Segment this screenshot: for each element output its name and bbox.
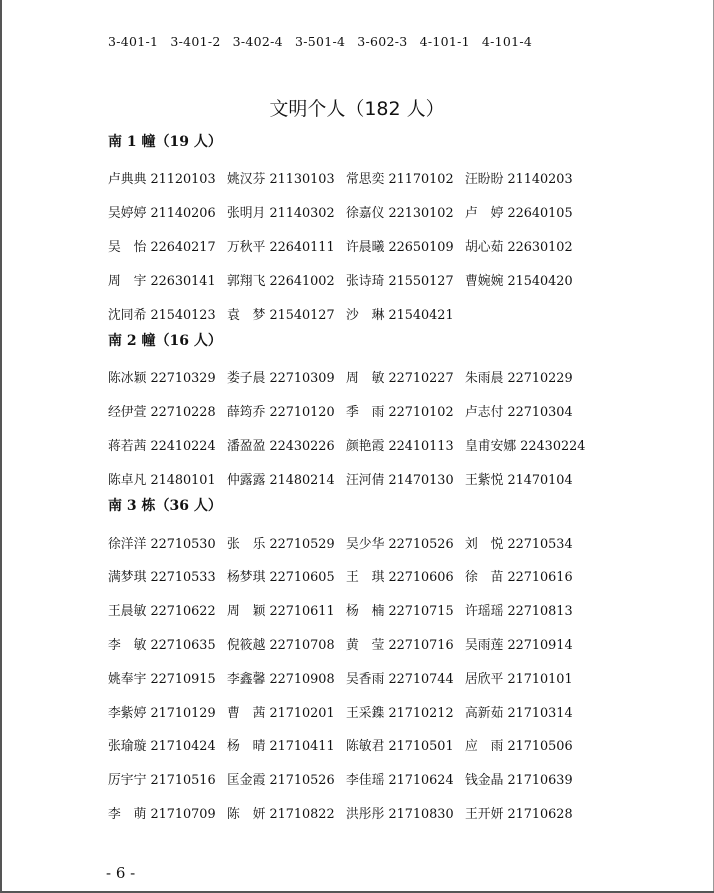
award-list xyxy=(108,131,668,829)
person-entry: 吴婷婷 21140206 xyxy=(108,206,216,222)
person-entry: 姚汉芬 21130103 xyxy=(227,172,335,188)
person-entry: 陈卓凡 21480101 xyxy=(108,472,216,488)
room-number: 3-401-1 xyxy=(108,34,159,49)
name-row xyxy=(108,559,668,593)
page-left-border xyxy=(0,0,2,893)
name-row xyxy=(108,660,668,694)
person-entry: 张明月 21140302 xyxy=(227,206,335,222)
name-row xyxy=(108,627,668,661)
person-entry: 皇甫安娜 22430224 xyxy=(465,438,586,454)
person-entry: 张 乐 22710529 xyxy=(227,536,335,552)
person-entry: 姚奉宇 22710915 xyxy=(108,671,216,687)
name-row xyxy=(108,161,668,195)
person-entry: 潘盈盈 22430226 xyxy=(227,438,335,454)
name-row xyxy=(108,262,668,296)
room-number: 4-101-4 xyxy=(481,34,533,49)
person-entry: 吴雨莲 22710914 xyxy=(465,637,573,653)
name-row xyxy=(108,461,668,495)
person-entry: 汪河倩 21470130 xyxy=(346,472,454,488)
person-entry: 蒋若茜 22410224 xyxy=(108,438,216,454)
person-entry: 高新茹 21710314 xyxy=(465,705,573,721)
person-entry: 杨 楠 22710715 xyxy=(346,604,454,620)
person-entry: 张瑜璇 21710424 xyxy=(108,739,216,755)
person-entry: 李鑫馨 22710908 xyxy=(227,671,335,687)
person-entry: 王晨敏 22710622 xyxy=(108,604,216,620)
person-entry: 卢 婷 22640105 xyxy=(465,206,573,222)
person-entry: 杨梦琪 22710605 xyxy=(227,570,335,586)
person-entry: 曹婉婉 21540420 xyxy=(465,273,573,289)
name-row xyxy=(108,394,668,428)
room-number: 3-602-3 xyxy=(357,34,408,49)
person-entry: 卢典典 21120103 xyxy=(108,172,216,188)
page-number: - 6 - xyxy=(106,864,136,882)
name-row xyxy=(108,525,668,559)
name-row xyxy=(108,762,668,796)
person-entry: 陈敏君 21710501 xyxy=(346,739,454,755)
person-entry: 陈冰颖 22710329 xyxy=(108,371,216,387)
person-entry: 朱雨晨 22710229 xyxy=(465,371,573,387)
person-entry: 许晨曦 22650109 xyxy=(346,239,454,255)
person-entry: 王采鏶 21710212 xyxy=(346,705,454,721)
person-entry: 沙 琳 21540421 xyxy=(346,307,454,323)
person-entry: 吴 怡 22640217 xyxy=(108,239,216,255)
person-entry: 曹 茜 21710201 xyxy=(227,705,335,721)
person-entry: 陈 妍 21710822 xyxy=(227,806,335,822)
person-entry: 吴香雨 22710744 xyxy=(346,671,454,687)
name-row xyxy=(108,694,668,728)
name-row xyxy=(108,195,668,229)
person-entry: 王 琪 22710606 xyxy=(346,570,454,586)
section-heading: 南 1 幢（19 人） xyxy=(108,134,222,150)
person-entry: 黄 莹 22710716 xyxy=(346,637,454,653)
person-entry: 李 敏 22710635 xyxy=(108,637,216,653)
person-entry: 汪盼盼 21140203 xyxy=(465,172,573,188)
person-entry: 郭翔飞 22641002 xyxy=(227,273,335,289)
person-entry: 李紫婷 21710129 xyxy=(108,705,216,721)
person-entry: 居欣平 21710101 xyxy=(465,671,573,687)
person-entry: 刘 悦 22710534 xyxy=(465,536,573,552)
person-entry: 娄子晨 22710309 xyxy=(227,371,335,387)
name-row xyxy=(108,593,668,627)
room-number: 3-401-2 xyxy=(170,34,221,49)
person-entry: 周 颖 22710611 xyxy=(227,604,335,620)
person-entry: 常思奕 21170102 xyxy=(346,172,454,188)
person-entry: 徐 苗 22710616 xyxy=(465,570,573,586)
section-heading: 南 3 栋（36 人） xyxy=(108,498,222,515)
person-entry: 仲露露 21480214 xyxy=(227,472,335,488)
document-title: 文明个人（182 人） xyxy=(269,98,445,120)
person-entry: 薛筠乔 22710120 xyxy=(227,405,335,421)
person-entry: 张诗琦 21550127 xyxy=(346,273,454,289)
name-row xyxy=(108,360,668,394)
person-entry: 李佳瑶 21710624 xyxy=(346,773,454,789)
person-entry: 经伊萱 22710228 xyxy=(108,405,216,421)
person-entry: 应 雨 21710506 xyxy=(465,739,573,755)
person-entry: 倪筱越 22710708 xyxy=(227,637,335,653)
person-entry: 洪彤彤 21710830 xyxy=(346,806,454,822)
person-entry: 吴少华 22710526 xyxy=(346,536,454,552)
person-entry: 卢志付 22710304 xyxy=(465,405,573,421)
person-entry: 袁 梦 21540127 xyxy=(227,307,335,323)
person-entry: 钱金晶 21710639 xyxy=(465,773,573,789)
name-row xyxy=(108,428,668,462)
room-number-list xyxy=(108,34,544,49)
person-entry: 王紫悦 21470104 xyxy=(465,472,573,488)
person-entry: 颜艳霞 22410113 xyxy=(346,438,454,454)
person-entry: 沈同希 21540123 xyxy=(108,307,216,323)
name-row xyxy=(108,796,668,830)
person-entry: 周 宇 22630141 xyxy=(108,273,216,289)
person-entry: 匡金霞 21710526 xyxy=(227,773,335,789)
person-entry: 李 萌 21710709 xyxy=(108,806,216,822)
person-entry: 徐洋洋 22710530 xyxy=(108,536,216,552)
person-entry: 胡心茹 22630102 xyxy=(465,239,573,255)
person-entry: 万秋平 22640111 xyxy=(227,239,335,255)
person-entry: 徐嘉仪 22130102 xyxy=(346,206,454,222)
person-entry: 周 敏 22710227 xyxy=(346,371,454,387)
room-number: 4-101-1 xyxy=(419,34,470,49)
room-number: 3-501-4 xyxy=(294,34,346,49)
person-entry: 厉宇宁 21710516 xyxy=(108,773,216,789)
person-entry: 满梦琪 22710533 xyxy=(108,570,216,586)
name-row xyxy=(108,296,668,330)
name-row xyxy=(108,728,668,762)
person-entry: 季 雨 22710102 xyxy=(346,405,454,421)
person-entry: 杨 晴 21710411 xyxy=(227,739,335,755)
room-number: 3-402-4 xyxy=(232,34,283,49)
person-entry: 王开妍 21710628 xyxy=(465,806,573,822)
name-row xyxy=(108,229,668,263)
person-entry: 许瑶瑶 22710813 xyxy=(465,604,573,620)
section-heading: 南 2 幢（16 人） xyxy=(108,332,222,349)
